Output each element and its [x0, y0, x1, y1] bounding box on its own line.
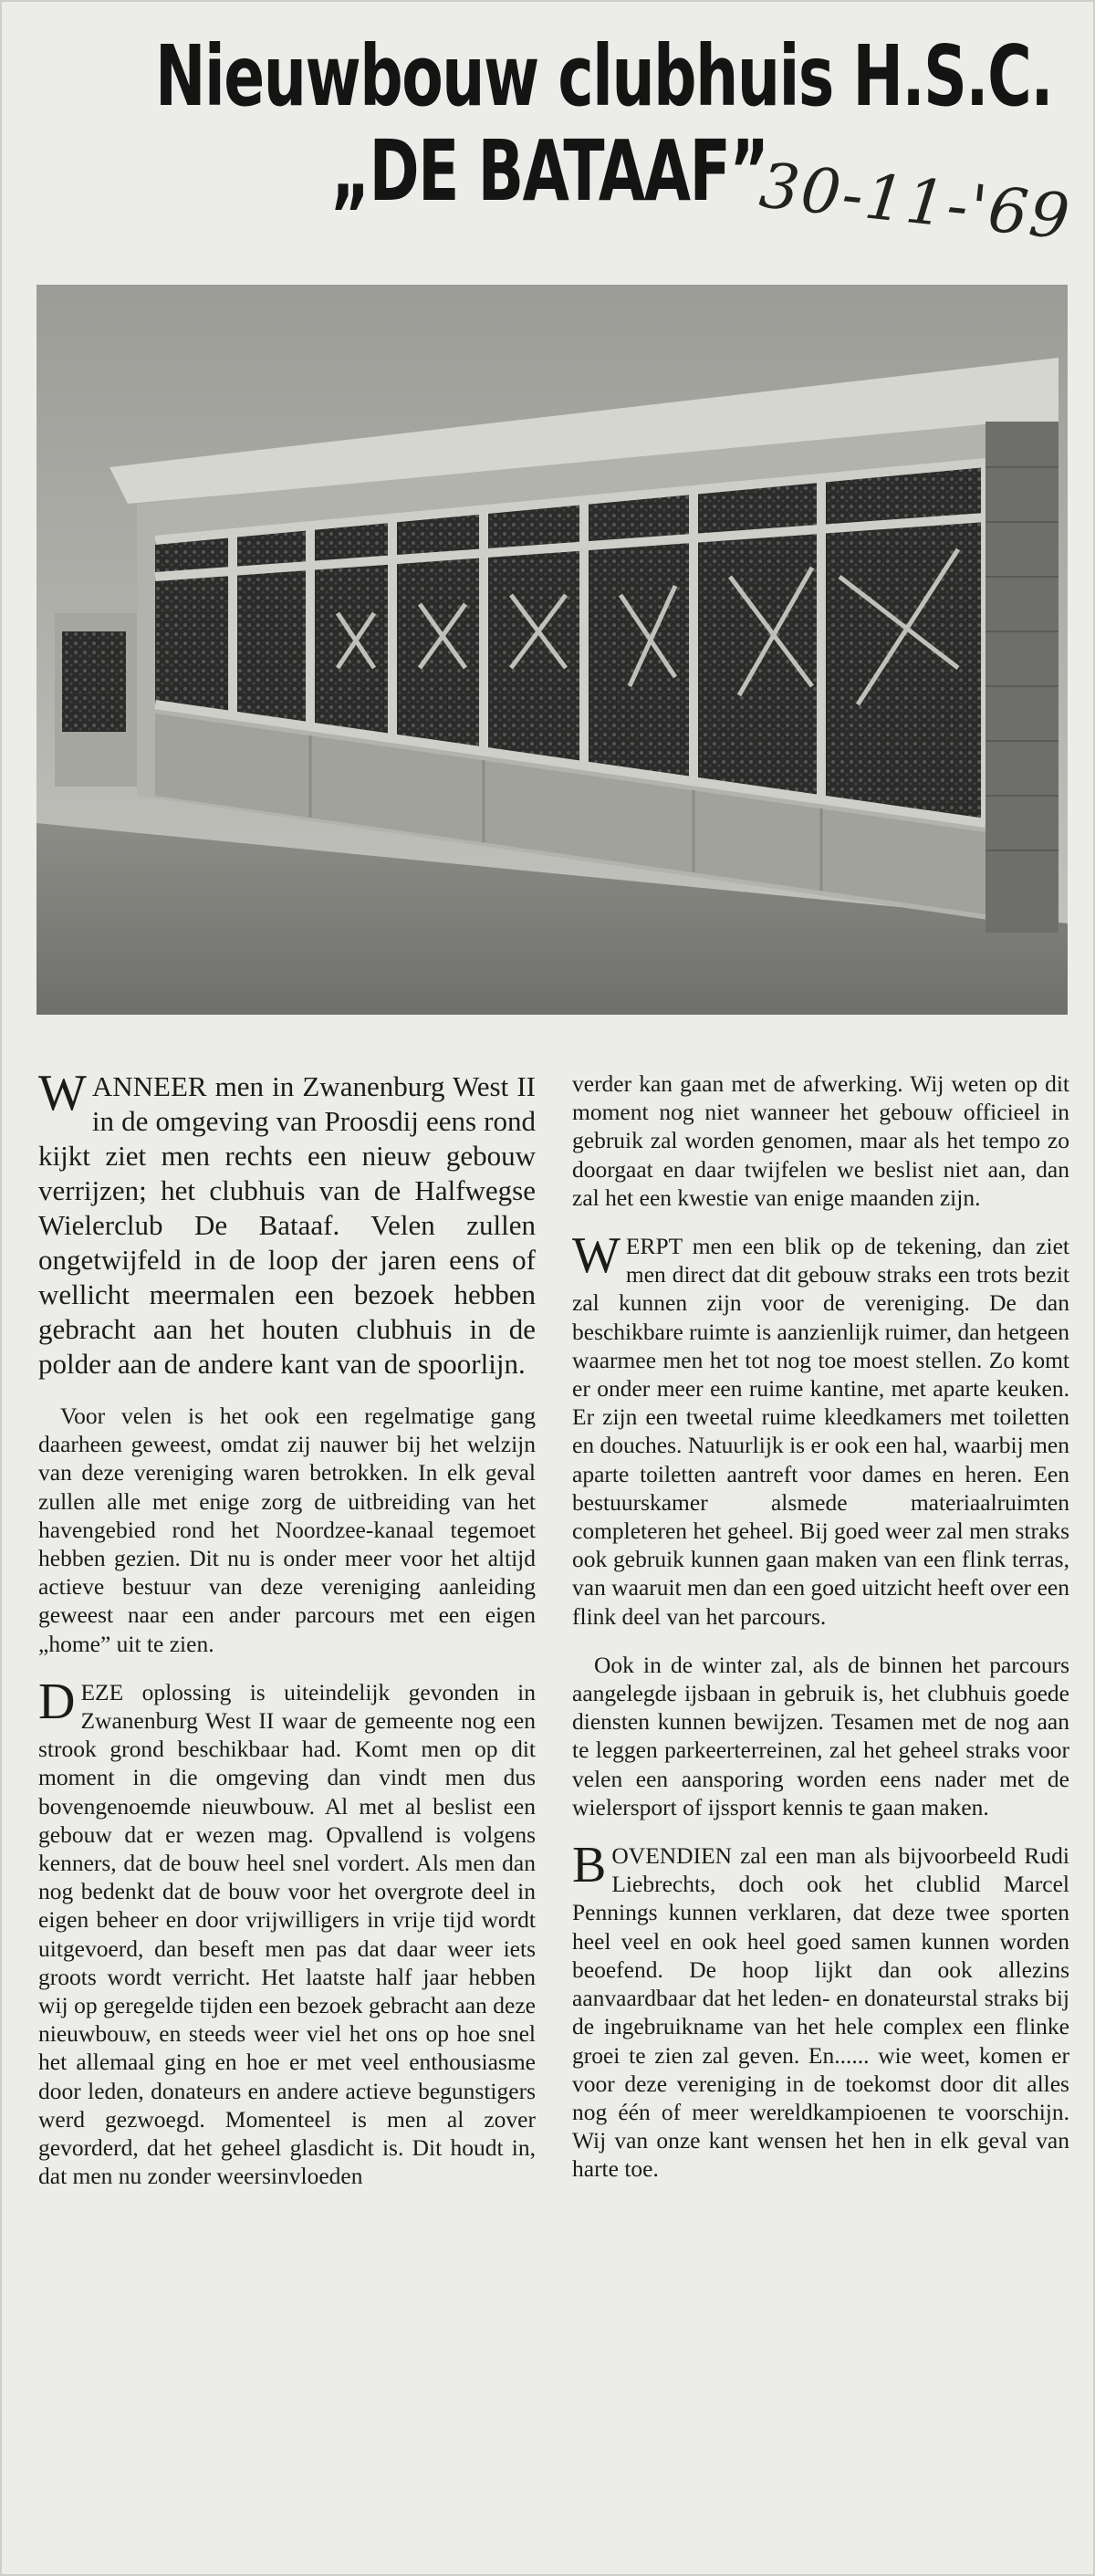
paragraph-3: DEZE oplossing is uiteindelijk gevonden in Zwanenburg West II waar de gemeente nog een strook grond beschikbaar had. Komt men op dit moment in die omgeving dan vindt men dus bovengenoemde nieuwbouw. Al met al beslist een gebouw dat er wezen mag. Opvallend is volgens kenners, dat de bouw heel snel vordert. Als men dan nog bedenkt dat de bouw voor het overgrote deel in eigen beheer en door vrijwilligers in vrije tijd wordt uitgevoerd, dan beseft men pas dat daar weer iets groots wordt verricht. Het laatste half jaar hebben wij op geregelde tijden een bezoek gebracht aan deze nieuwbouw, en steeds weer viel het ons op hoe snel het allemaal ging en hoe er met veel enthousiasme door leden, donateurs en andere actieve begunstigers werd gezwoegd. Momenteel is men al zover gevorderd, dat het geheel glasdicht is. Dit houdt in, dat men nu zonder weersinvloeden — [38, 1673, 536, 2190]
paragraph-6: Ook in de winter zal, als de binnen het parcours aangelegde ijsbaan in gebruik is, het clubhuis goede diensten kunnen bewijzen. Tesamen met de nog aan te leggen parkeerterreinen, zal het geheel straks voor velen een aansporing worden eens nader met de wielersport of ijssport kennis te gaan maken. — [572, 1651, 1069, 1820]
article-column-left — [38, 1065, 536, 2210]
headline-line-1: Nieuwbouw clubhuis H.S.C. — [154, 27, 1053, 125]
paragraph-7: BOVENDIEN zal een man als bijvoorbeeld Rudi Liebrechts, doch ook het clublid Marcel Pennings kunnen verklaren, dat deze twee sporten heel veel en ook heel goed samen kunnen worden beoefend. De hoop lijkt dan ook allezins aanvaardbaar dat het leden- en donateurstal straks bij de ingebruikname van het hele complex een flinke groei te zien zal geven. En...... wie weet, komen er voor deze vereniging in de toekomst door dit alles nog één of meer wereldkampioenen te voorschijn. Wij van onze kant wensen het hen in elk geval van harte toe. — [572, 1837, 1069, 2183]
building-photo — [36, 285, 1068, 1015]
paragraph-1: WANNEER men in Zwanenburg West II in de omgeving van Proosdij eens rond kijkt ziet men rechts een nieuw gebouw verrijzen; het clubhuis van de Halfwegse Wielerclub De Bataaf. Velen zullen ongetwijfeld in de loop der jaren eens of wellicht meermalen een bezoek hebben gebracht aan het houten clubhuis in de polder aan de andere kant van de spoorlijn. — [38, 1065, 536, 1380]
headline-line-2: „DE BATAAF” — [330, 122, 768, 220]
drop-cap: D — [38, 1673, 76, 1730]
article-column-right — [572, 1069, 1069, 2204]
clubhouse-illustration — [36, 285, 1068, 1015]
drop-cap: W — [38, 1065, 87, 1121]
paragraph-5: WERPT men een blik op de tekening, dan ziet men direct dat dit gebouw straks een trots bezit zal kunnen zijn voor de vereniging. De dan beschikbare ruimte is aanzienlijk ruimer, dan hetgeen waarmee men het tot nog toe moest stellen. Zo komt er onder meer een ruime kantine, met aparte keuken. Er zijn een tweetal ruime kleedkamers met toiletten en douches. Natuurlijk is er ook een hal, waarbij men aparte toiletten aantreft voor dames en heren. Een bestuurskamer alsmede materiaalruimten completeren het geheel. Bij goed weer zal men straks ook gebruik kunnen gaan maken van een flink terras, van waaruit men dan een goed uitzicht heeft over een flink deel van het parcours. — [572, 1227, 1069, 1630]
paragraph-4: verder kan gaan met de afwerking. Wij weten op dit moment nog niet wanneer het gebouw officieel in gebruik zal worden genomen, maar als het tempo zo doorgaat en daar twijfelen we beslist niet aan, dan zal het een kwestie van enige maanden zijn. — [572, 1070, 1069, 1211]
paragraph-2: Voor velen is het ook een regelmatige gang daarheen geweest, omdat zij nauwer bij het welzijn van deze vereniging waren betrokken. In elk geval zullen alle met enige zorg de uitbreiding van het havengebied rond het Noordzee-kanaal tegemoet hebben gezien. Dit nu is onder meer voor het altijd actieve bestuur van deze vereniging aanleiding geweest naar een ander parcours met een eigen „home” uit te zien. — [38, 1403, 536, 1657]
handwritten-date: 30-11-'69 — [756, 150, 1075, 255]
drop-cap: B — [572, 1837, 607, 1894]
drop-cap: W — [572, 1227, 620, 1285]
